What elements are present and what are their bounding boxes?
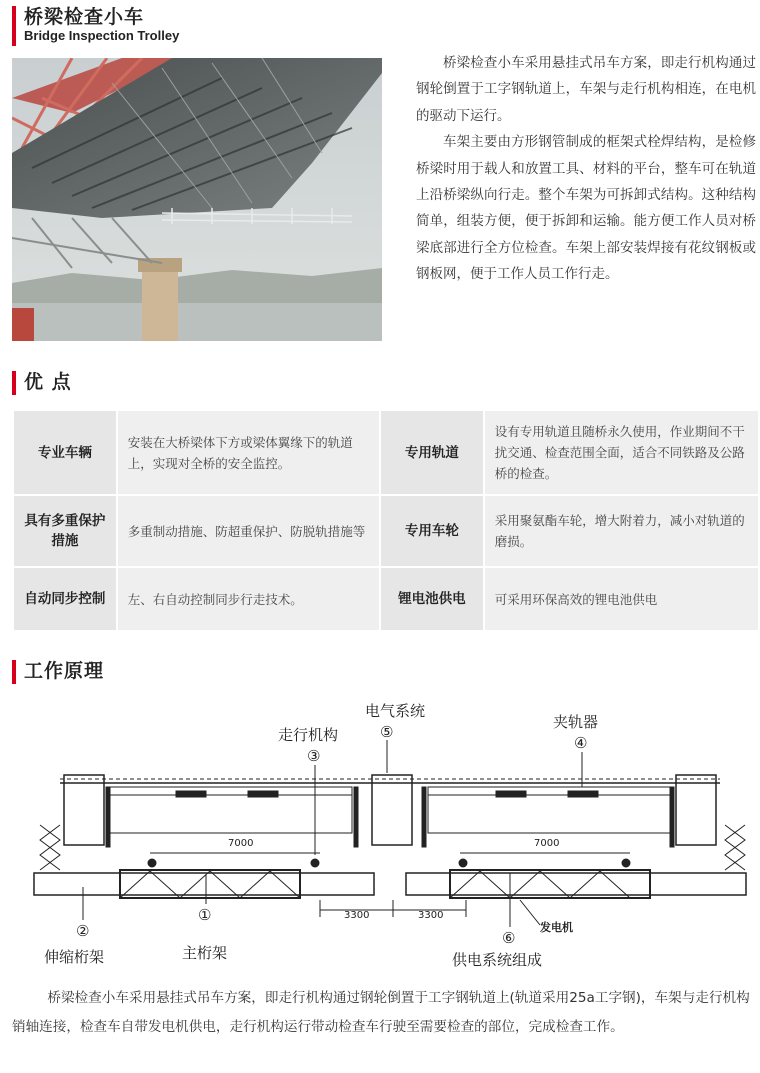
working-title: 工作原理 [24,660,105,682]
label-main-truss: 主桁架 [182,944,228,962]
dim-span-right: 7000 [534,838,560,849]
feature-desc: 安装在大桥梁体下方或梁体翼缘下的轨道上，实现对全桥的安全监控。 [118,411,379,494]
table-row [14,411,758,494]
marker-6: ⑥ [502,929,516,947]
marker-2: ② [76,922,90,940]
label-clamp: 夹轨器 [553,713,599,731]
marker-5: ⑤ [380,723,394,741]
label-walking: 走行机构 [278,726,339,744]
feature-desc: 采用聚氨酯车轮，增大附着力，减小对轨道的磨损。 [485,496,758,566]
working-header [12,660,104,684]
label-generator: 发电机 [540,921,573,934]
feature-key: 锂电池供电 [381,568,483,630]
table-row [14,568,758,630]
label-electric: 电气系统 [365,702,426,720]
marker-1: ① [198,906,212,924]
accent-bar [12,6,16,46]
feature-key: 具有多重保护措施 [14,496,116,566]
feature-desc: 可采用环保高效的锂电池供电 [485,568,758,630]
feature-key: 专用轨道 [381,411,483,494]
label-telescopic: 伸缩桁架 [44,948,105,966]
dim-span-left: 7000 [228,838,254,849]
feature-desc: 左、右自动控制同步行走技术。 [118,568,379,630]
working-diagram [20,695,750,975]
feature-key: 专业车辆 [14,411,116,494]
intro-paragraph-2: 车架主要由方形钢管制成的框架式栓焊结构，是检修桥梁时用于载人和放置工具、材料的平台，整车可在轨道上沿桥梁纵向行走。整个车架为可拆卸式结构。这种结构简单，组装方便，便于拆卸和运输。能方便工作人员对桥梁底部进行全方位检查。车架上部安装焊接有花纹钢板或钢板网，便于工作人员工作行走。 [416,134,756,283]
marker-4: ④ [574,734,588,752]
accent-bar [12,371,16,395]
feature-desc: 多重制动措施、防超重保护、防脱轨措施等 [118,496,379,566]
accent-bar [12,660,16,684]
marker-3: ③ [307,747,321,765]
label-power: 供电系统组成 [452,951,543,969]
page-header [12,6,179,46]
page-subtitle: Bridge Inspection Trolley [24,28,180,43]
advantages-title: 优 点 [24,371,72,393]
advantages-header [12,371,72,395]
footer-paragraph: 桥梁检查小车采用悬挂式吊车方案，即走行机构通过钢轮倒置于工字钢轨道上(轨道采用25a工字钢)，车架与走行机构销轴连接，检查车自带发电机供电，走行机构运行带动检查车行驶至需要检查的部位，完成检查工作。 [12,990,750,1035]
feature-desc: 设有专用轨道且随桥永久使用，作业期间不干扰交通、检查范围全面，适合不同铁路及公路桥的检查。 [485,411,758,494]
dim-gap-right: 3300 [418,910,444,921]
intro-paragraph-1: 桥梁检查小车采用悬挂式吊车方案，即走行机构通过钢轮倒置于工字钢轨道上，车架与走行机构相连，在电机的驱动下运行。 [416,55,756,124]
feature-key: 自动同步控制 [14,568,116,630]
intro-text [416,50,756,288]
advantages-table [12,409,760,632]
dim-gap-left: 3300 [344,910,370,921]
page-title: 桥梁检查小车 [24,6,145,28]
bridge-photo [12,58,382,341]
table-row [14,496,758,566]
working-description [12,984,752,1042]
feature-key: 专用车轮 [381,496,483,566]
